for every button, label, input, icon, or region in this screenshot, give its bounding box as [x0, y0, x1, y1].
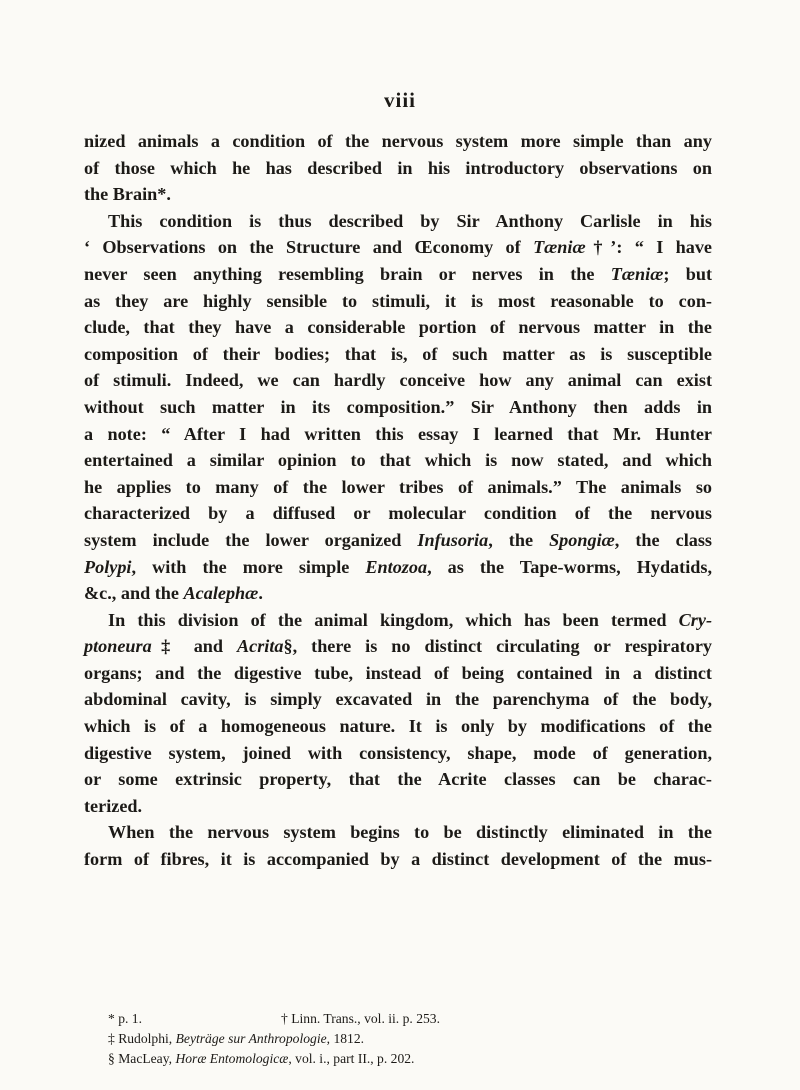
- text-line: the Brain*.: [84, 184, 171, 205]
- text-line: digestive system, joined with consistency, shape, mode of generation,: [84, 742, 712, 763]
- text-line: &c., and the Acalephæ.: [84, 583, 263, 604]
- footnote: § MacLeay, Horæ Entomologicæ, vol. i., part II., p. 202.: [108, 1051, 415, 1066]
- footnote: † Linn. Trans., vol. ii. p. 253.: [281, 1011, 440, 1026]
- text-line: without such matter in its composition.” Sir Anthony then adds in: [84, 396, 712, 417]
- footnote: ‡ Rudolphi, Beyträge sur Anthropologie, 1812.: [108, 1031, 365, 1046]
- text-line: entertained a similar opinion to that which is now stated, and which: [84, 450, 712, 471]
- footnotes: [108, 1009, 708, 1069]
- text-line: nized animals a condition of the nervous system more simple than any: [84, 131, 712, 151]
- text-line: When the nervous system begins to be distinctly eliminated in the: [108, 822, 712, 843]
- text-line: he applies to many of the lower tribes of animals.” The animals so: [84, 476, 712, 497]
- text-line: ptoneura‡ and Acrita§, there is no distinct circulating or respiratory: [84, 636, 712, 657]
- footnote: * p. 1.: [108, 1011, 142, 1026]
- text-line: a note: “ After I had written this essay I learned that Mr. Hunter: [84, 423, 712, 444]
- text-line: abdominal cavity, is simply excavated in the parenchyma of the body,: [84, 689, 712, 710]
- text-line: as they are highly sensible to stimuli, it is most reasonable to con-: [84, 290, 712, 311]
- text-line: of stimuli. Indeed, we can hardly conceive how any animal can exist: [84, 370, 712, 391]
- text-line: terized.: [84, 795, 143, 816]
- text-line: Polypi, with the more simple Entozoa, as the Tape-worms, Hydatids,: [84, 556, 713, 577]
- text-line: of those which he has described in his introductory observations on: [84, 157, 712, 178]
- text-line: In this division of the animal kingdom, which has been termed Cry-: [108, 609, 712, 630]
- page-number: viii: [383, 88, 416, 112]
- text-line: composition of their bodies; that is, of such matter as is susceptible: [84, 343, 712, 364]
- text-line: never seen anything resembling brain or nerves in the Tæniæ; but: [84, 263, 713, 284]
- body-text: [84, 128, 712, 873]
- text-line: ‘ Observations on the Structure and Œconomy of Tæniæ†’: “ I have: [84, 237, 712, 258]
- text-line: This condition is thus described by Sir Anthony Carlisle in his: [108, 210, 712, 231]
- footnote-row: [108, 1009, 708, 1029]
- text-line: or some extrinsic property, that the Acrite classes can be charac-: [84, 769, 712, 790]
- text-line: which is of a homogeneous nature. It is only by modifications of the: [84, 716, 712, 737]
- text-line: clude, that they have a considerable portion of nervous matter in the: [84, 317, 712, 338]
- text-line: system include the lower organized Infusoria, the Spongiæ, the class: [84, 529, 713, 550]
- text-line: form of fibres, it is accompanied by a distinct development of the mus-: [84, 849, 712, 870]
- text-line: organs; and the digestive tube, instead of being contained in a distinct: [84, 662, 712, 683]
- text-line: characterized by a diffused or molecular condition of the nervous: [84, 503, 712, 524]
